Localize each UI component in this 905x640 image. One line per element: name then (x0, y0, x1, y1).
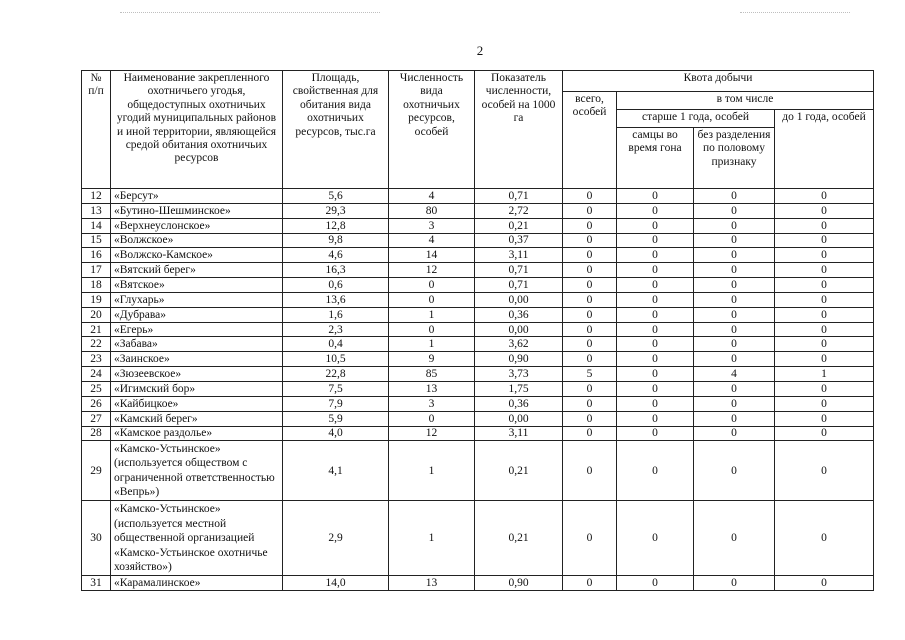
table-row (82, 411, 874, 426)
row-under-year: 0 (775, 411, 874, 426)
table-row (82, 367, 874, 382)
row-number: 22 (82, 337, 111, 352)
table-header (82, 71, 874, 189)
row-area: 0,6 (283, 278, 389, 293)
hunting-quota-table (81, 70, 874, 591)
table-row (82, 337, 874, 352)
row-total: 0 (563, 218, 617, 233)
row-density: 2,72 (475, 203, 563, 218)
row-density: 3,62 (475, 337, 563, 352)
row-number: 24 (82, 367, 111, 382)
row-density: 0,21 (475, 501, 563, 576)
header-no-sex-division: без разделения по половому признаку (694, 128, 775, 189)
row-total: 0 (563, 381, 617, 396)
row-males: 0 (617, 576, 694, 591)
row-number: 25 (82, 381, 111, 396)
row-density: 0,71 (475, 263, 563, 278)
row-total: 0 (563, 441, 617, 501)
row-count: 13 (389, 381, 475, 396)
row-under-year: 0 (775, 292, 874, 307)
row-total: 0 (563, 411, 617, 426)
header-quota: Квота добычи (563, 71, 874, 92)
row-under-year: 0 (775, 218, 874, 233)
table-row (82, 233, 874, 248)
row-no-sex: 0 (694, 263, 775, 278)
row-no-sex: 0 (694, 203, 775, 218)
table-row (82, 352, 874, 367)
row-under-year: 0 (775, 381, 874, 396)
row-total: 0 (563, 292, 617, 307)
row-density: 0,00 (475, 292, 563, 307)
row-no-sex: 0 (694, 352, 775, 367)
row-no-sex: 0 (694, 381, 775, 396)
row-density: 0,37 (475, 233, 563, 248)
row-no-sex: 0 (694, 307, 775, 322)
row-males: 0 (617, 307, 694, 322)
row-name: «Камский берег» (111, 411, 283, 426)
row-under-year: 0 (775, 203, 874, 218)
row-density: 3,11 (475, 426, 563, 441)
row-name: «Камское раздолье» (111, 426, 283, 441)
row-count: 14 (389, 248, 475, 263)
row-area: 7,9 (283, 396, 389, 411)
row-number: 27 (82, 411, 111, 426)
table-row (82, 307, 874, 322)
header-density: Показатель численности, особей на 1000 га (475, 71, 563, 189)
row-name: «Заинское» (111, 352, 283, 367)
table-row (82, 263, 874, 278)
row-total: 0 (563, 203, 617, 218)
row-area: 4,6 (283, 248, 389, 263)
row-no-sex: 4 (694, 367, 775, 382)
row-count: 3 (389, 218, 475, 233)
row-density: 1,75 (475, 381, 563, 396)
row-number: 13 (82, 203, 111, 218)
page-number: 2 (476, 43, 484, 58)
row-total: 0 (563, 576, 617, 591)
row-no-sex: 0 (694, 396, 775, 411)
table-body (82, 189, 874, 591)
row-under-year: 0 (775, 501, 874, 576)
row-total: 0 (563, 322, 617, 337)
row-no-sex: 0 (694, 292, 775, 307)
row-no-sex: 0 (694, 576, 775, 591)
row-under-year: 0 (775, 441, 874, 501)
row-males: 0 (617, 292, 694, 307)
row-area: 12,8 (283, 218, 389, 233)
row-name: «Волжское» (111, 233, 283, 248)
row-count: 12 (389, 263, 475, 278)
row-total: 5 (563, 367, 617, 382)
row-total: 0 (563, 501, 617, 576)
row-area: 7,5 (283, 381, 389, 396)
row-area: 29,3 (283, 203, 389, 218)
header-total: всего, особей (563, 92, 617, 189)
row-number: 15 (82, 233, 111, 248)
row-males: 0 (617, 322, 694, 337)
row-density: 0,00 (475, 322, 563, 337)
row-density: 0,00 (475, 411, 563, 426)
table-row (82, 501, 874, 576)
row-area: 5,9 (283, 411, 389, 426)
row-count: 1 (389, 441, 475, 501)
row-number: 29 (82, 441, 111, 501)
row-density: 0,21 (475, 218, 563, 233)
table-row (82, 576, 874, 591)
row-count: 0 (389, 411, 475, 426)
row-total: 0 (563, 248, 617, 263)
row-count: 85 (389, 367, 475, 382)
table-row (82, 381, 874, 396)
row-no-sex: 0 (694, 278, 775, 293)
row-name: «Игимский бор» (111, 381, 283, 396)
row-total: 0 (563, 396, 617, 411)
row-area: 1,6 (283, 307, 389, 322)
row-no-sex: 0 (694, 248, 775, 263)
row-count: 80 (389, 203, 475, 218)
row-count: 3 (389, 396, 475, 411)
row-name: «Карамалинское» (111, 576, 283, 591)
row-under-year: 0 (775, 426, 874, 441)
row-under-year: 0 (775, 352, 874, 367)
table-row (82, 292, 874, 307)
table-row (82, 396, 874, 411)
row-no-sex: 0 (694, 337, 775, 352)
row-no-sex: 0 (694, 189, 775, 204)
row-area: 10,5 (283, 352, 389, 367)
row-males: 0 (617, 218, 694, 233)
row-number: 26 (82, 396, 111, 411)
row-name: «Глухарь» (111, 292, 283, 307)
header-under-year: до 1 года, особей (775, 110, 874, 189)
row-number: 14 (82, 218, 111, 233)
row-males: 0 (617, 396, 694, 411)
row-number: 31 (82, 576, 111, 591)
row-density: 0,36 (475, 307, 563, 322)
row-total: 0 (563, 352, 617, 367)
row-no-sex: 0 (694, 411, 775, 426)
row-area: 2,3 (283, 322, 389, 337)
row-males: 0 (617, 233, 694, 248)
row-total: 0 (563, 189, 617, 204)
row-count: 0 (389, 292, 475, 307)
row-count: 4 (389, 189, 475, 204)
row-under-year: 0 (775, 396, 874, 411)
row-number: 19 (82, 292, 111, 307)
row-males: 0 (617, 248, 694, 263)
row-under-year: 0 (775, 263, 874, 278)
row-count: 0 (389, 278, 475, 293)
header-number: № п/п (82, 71, 111, 189)
table-row (82, 248, 874, 263)
row-name: «Вятское» (111, 278, 283, 293)
row-number: 12 (82, 189, 111, 204)
table-row (82, 426, 874, 441)
row-males: 0 (617, 367, 694, 382)
row-number: 17 (82, 263, 111, 278)
row-males: 0 (617, 278, 694, 293)
row-count: 1 (389, 337, 475, 352)
header-count: Численность вида охотничьих ресурсов, особей (389, 71, 475, 189)
row-under-year: 0 (775, 576, 874, 591)
row-under-year: 0 (775, 278, 874, 293)
row-count: 12 (389, 426, 475, 441)
row-under-year: 0 (775, 189, 874, 204)
row-males: 0 (617, 263, 694, 278)
row-density: 3,73 (475, 367, 563, 382)
row-males: 0 (617, 411, 694, 426)
row-males: 0 (617, 203, 694, 218)
header-area: Площадь, свойственная для обитания вида охотничьих ресурсов, тыс.га (283, 71, 389, 189)
header-males-rut: самцы во время гона (617, 128, 694, 189)
row-under-year: 0 (775, 233, 874, 248)
row-density: 0,21 (475, 441, 563, 501)
row-total: 0 (563, 426, 617, 441)
row-density: 3,11 (475, 248, 563, 263)
row-name: «Зюзеевское» (111, 367, 283, 382)
table-row (82, 189, 874, 204)
table-row (82, 278, 874, 293)
row-no-sex: 0 (694, 233, 775, 248)
row-name: «Бутино-Шешминское» (111, 203, 283, 218)
row-no-sex: 0 (694, 441, 775, 501)
row-number: 20 (82, 307, 111, 322)
row-area: 22,8 (283, 367, 389, 382)
header-name: Наименование закрепленного охотничьего угодья, общедоступных охотничьих угодий муниципальных районов и иной территории, являющейся средой обитания охотничьих ресурсов (111, 71, 283, 189)
row-males: 0 (617, 352, 694, 367)
row-under-year: 0 (775, 248, 874, 263)
row-density: 0,36 (475, 396, 563, 411)
row-area: 2,9 (283, 501, 389, 576)
row-number: 16 (82, 248, 111, 263)
row-number: 18 (82, 278, 111, 293)
row-number: 21 (82, 322, 111, 337)
row-name: «Кайбицкое» (111, 396, 283, 411)
header-older-than-year: старше 1 года, особей (617, 110, 775, 128)
row-count: 1 (389, 307, 475, 322)
row-under-year: 1 (775, 367, 874, 382)
row-area: 16,3 (283, 263, 389, 278)
row-area: 14,0 (283, 576, 389, 591)
row-area: 4,1 (283, 441, 389, 501)
row-males: 0 (617, 501, 694, 576)
table-row (82, 322, 874, 337)
row-area: 5,6 (283, 189, 389, 204)
row-no-sex: 0 (694, 218, 775, 233)
row-count: 1 (389, 501, 475, 576)
row-number: 30 (82, 501, 111, 576)
row-density: 0,90 (475, 576, 563, 591)
row-no-sex: 0 (694, 322, 775, 337)
row-name: «Вятский берег» (111, 263, 283, 278)
row-name: «Волжско-Камское» (111, 248, 283, 263)
row-males: 0 (617, 189, 694, 204)
header-including: в том числе (617, 92, 874, 110)
row-under-year: 0 (775, 337, 874, 352)
row-name: «Камско-Устьинское» (используется обществом с ограниченной ответственностью «Вепрь») (111, 441, 283, 501)
row-count: 4 (389, 233, 475, 248)
row-total: 0 (563, 263, 617, 278)
row-density: 0,71 (475, 189, 563, 204)
row-density: 0,71 (475, 278, 563, 293)
row-area: 13,6 (283, 292, 389, 307)
row-number: 23 (82, 352, 111, 367)
row-name: «Забава» (111, 337, 283, 352)
table-row (82, 441, 874, 501)
row-name: «Камско-Устьинское» (используется местной общественной организацией «Камско-Устьинское охотничье хозяйство») (111, 501, 283, 576)
row-area: 4,0 (283, 426, 389, 441)
row-under-year: 0 (775, 307, 874, 322)
row-count: 9 (389, 352, 475, 367)
row-count: 0 (389, 322, 475, 337)
table-row (82, 218, 874, 233)
row-density: 0,90 (475, 352, 563, 367)
row-males: 0 (617, 381, 694, 396)
row-no-sex: 0 (694, 501, 775, 576)
row-area: 9,8 (283, 233, 389, 248)
table-row (82, 203, 874, 218)
row-males: 0 (617, 337, 694, 352)
row-total: 0 (563, 337, 617, 352)
row-count: 13 (389, 576, 475, 591)
row-total: 0 (563, 307, 617, 322)
row-name: «Берсут» (111, 189, 283, 204)
row-under-year: 0 (775, 322, 874, 337)
row-males: 0 (617, 426, 694, 441)
row-name: «Егерь» (111, 322, 283, 337)
row-total: 0 (563, 278, 617, 293)
scan-artifact-line (740, 12, 850, 13)
row-name: «Дубрава» (111, 307, 283, 322)
scan-artifact-line (120, 12, 380, 13)
row-males: 0 (617, 441, 694, 501)
row-no-sex: 0 (694, 426, 775, 441)
row-name: «Верхнеуслонское» (111, 218, 283, 233)
row-total: 0 (563, 233, 617, 248)
row-area: 0,4 (283, 337, 389, 352)
row-number: 28 (82, 426, 111, 441)
